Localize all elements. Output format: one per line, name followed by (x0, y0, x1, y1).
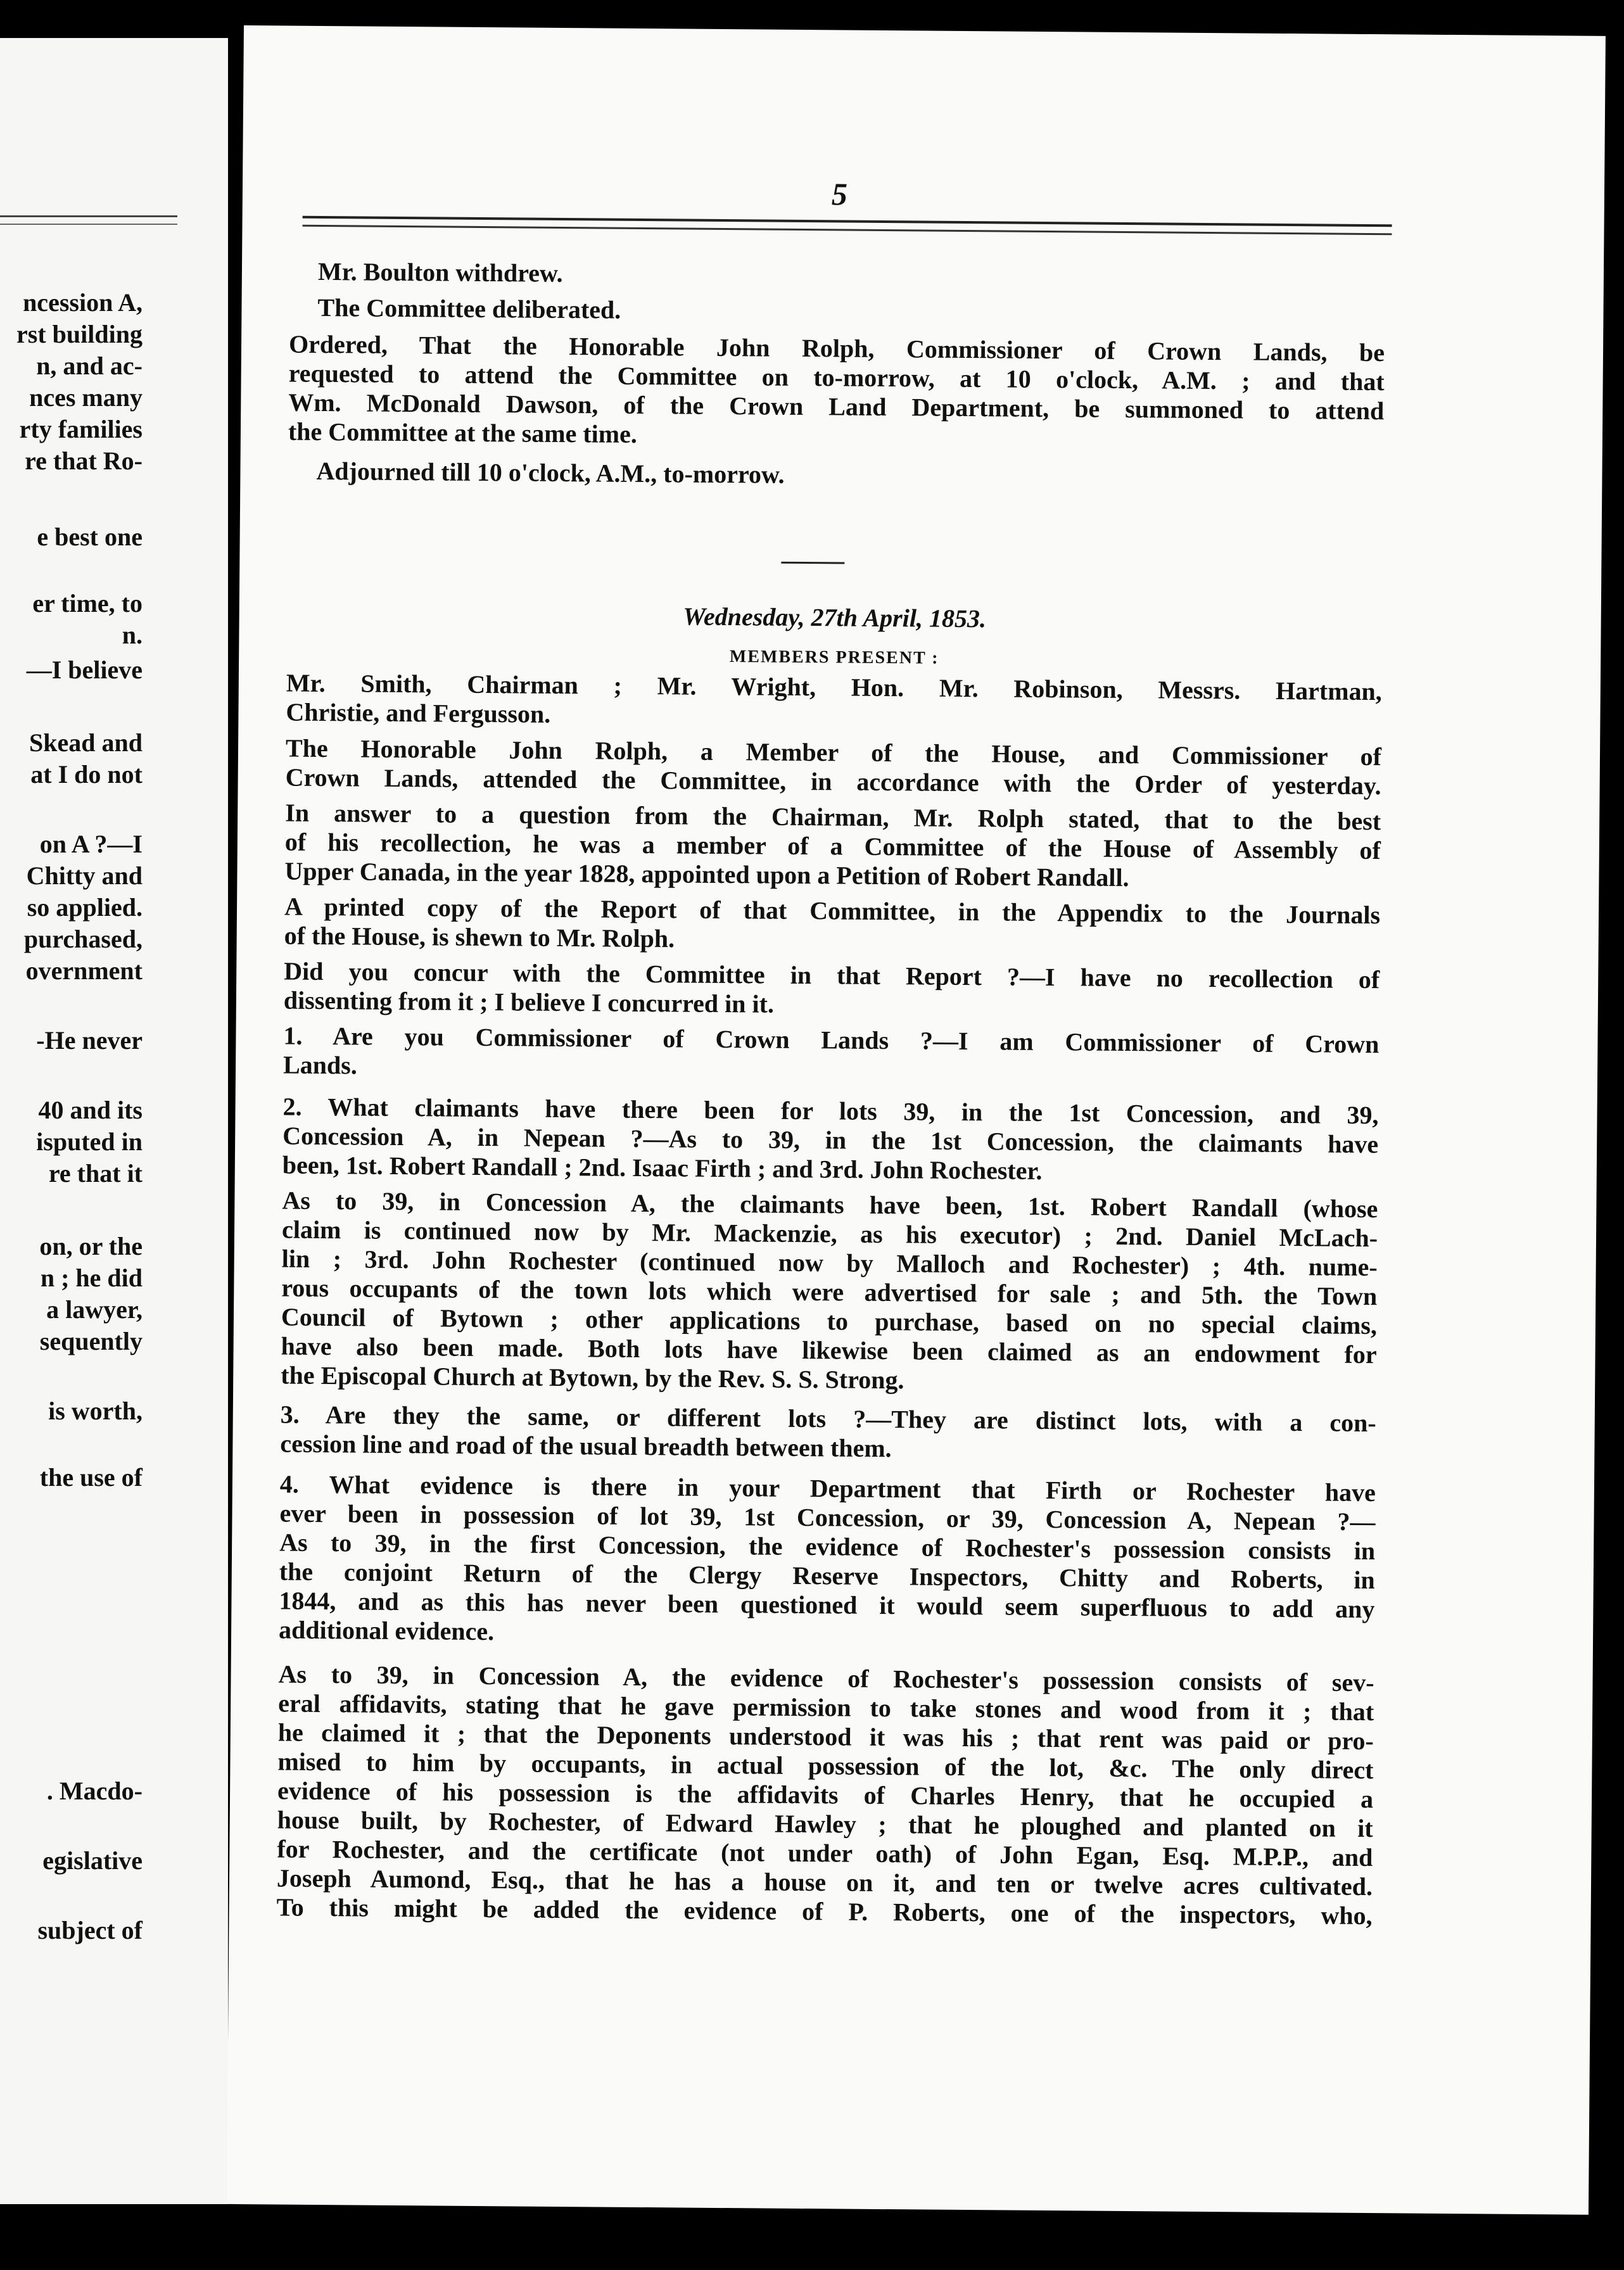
body-line: ever been in possession of lot 39, 1st Concession, or 39, Concession A, Nepean ?— (279, 1499, 1376, 1537)
page-number: 5 (831, 176, 848, 212)
left-line: 40 and its (38, 1096, 143, 1124)
left-line: is worth, (48, 1397, 143, 1425)
left-line: sequently (39, 1327, 143, 1355)
header-rule (303, 216, 1392, 236)
body-line: additional evidence. (278, 1615, 495, 1646)
left-line: on A ?—I (39, 830, 143, 858)
left-line: at I do not (30, 760, 143, 789)
body-line: Mr. Smith, Chairman ; Mr. Wright, Hon. Mr. Robinson, Messrs. Hartman, (286, 668, 1382, 706)
paragraph-line: Mr. Boulton withdrew. (317, 257, 563, 288)
members-heading: MEMBERS PRESENT : (729, 647, 939, 668)
right-page (227, 25, 1606, 2215)
left-line: re that Ro- (25, 447, 143, 475)
body-line: Crown Lands, attended the Committee, in accordance with the Order of yesterday. (285, 763, 1381, 801)
left-line: a lawyer, (46, 1295, 143, 1324)
body-line: he claimed it ; that the Deponents understood it was his ; that rent was paid or pro- (277, 1718, 1374, 1756)
body-line: 4. What evidence is there in your Department that Firth or Rochester have (279, 1469, 1376, 1507)
paragraph-line: requested to attend the Committee on to-morrow, at 10 o'clock, A.M. ; and that (288, 358, 1385, 396)
body-line: 1. Are you Commissioner of Crown Lands ?—I am Commissioner of Crown (283, 1021, 1380, 1059)
left-page-rule (0, 215, 177, 225)
date-heading: Wednesday, 27th April, 1853. (683, 602, 987, 633)
body-line: As to 39, in Concession A, the claimants have been, 1st. Robert Randall (whose (282, 1186, 1378, 1224)
left-line: Chitty and (26, 861, 143, 890)
body-line: the conjoint Return of the Clergy Reserve Inspectors, Chitty and Roberts, in (279, 1557, 1375, 1595)
left-line: the use of (39, 1463, 143, 1492)
body-line: Lands. (282, 1050, 358, 1080)
paragraph-line: the Committee at the same time. (288, 417, 638, 448)
body-line: of the House, is shewn to Mr. Rolph. (284, 921, 675, 953)
body-line: cession line and road of the usual breadth between them. (280, 1429, 892, 1463)
body-line: Christie, and Fergusson. (286, 697, 551, 728)
left-line: -He never (36, 1026, 143, 1055)
body-line: eral affidavits, stating that he gave permission to take stones and wood from it ; that (278, 1689, 1374, 1727)
section-divider (781, 562, 844, 564)
body-line: Joseph Aumond, Esq., that he has a house on it, and ten or twelve acres cultivated. (276, 1863, 1373, 1901)
left-line: re that it (48, 1159, 143, 1188)
left-line: n ; he did (40, 1264, 143, 1292)
body-line: Concession A, in Nepean ?—As to 39, in the 1st Concession, the claimants have (282, 1121, 1379, 1159)
left-line: er time, to (32, 589, 143, 618)
body-line: To this might be added the evidence of P. Roberts, one of the inspectors, who, (276, 1893, 1373, 1931)
paragraph-line: Wm. McDonald Dawson, of the Crown Land Department, be summoned to attend (288, 388, 1385, 426)
body-line: 2. What claimants have there been for lots 39, in the 1st Concession, and 39, (282, 1092, 1379, 1130)
left-line: . Macdo- (46, 1777, 143, 1805)
body-line: been, 1st. Robert Randall ; 2nd. Isaac Firth ; and 3rd. John Rochester. (282, 1150, 1043, 1185)
paragraph-line: The Committee deliberated. (317, 293, 621, 324)
paragraph-line: Adjourned till 10 o'clock, A.M., to-morrow. (316, 456, 785, 489)
body-line: Did you concur with the Committee in that Report ?—I have no recollection of (284, 956, 1380, 994)
left-line: e best one (37, 523, 143, 551)
body-line: dissenting from it ; I believe I concurred in it. (283, 986, 775, 1018)
left-line: nces many (29, 383, 143, 412)
left-line: overnment (25, 956, 143, 985)
left-line: so applied. (27, 893, 143, 922)
body-line: As to 39, in the first Concession, the evidence of Rochester's possession consists in (279, 1528, 1376, 1566)
body-line: A printed copy of the Report of that Committee, in the Appendix to the Journals (284, 892, 1381, 930)
left-line: purchased, (23, 925, 143, 953)
body-line: mised to him by occupants, in actual possession of the lot, &c. The only direct (277, 1747, 1374, 1785)
left-line: on, or the (39, 1232, 143, 1260)
left-line: rst building (16, 320, 143, 348)
body-line: lin ; 3rd. John Rochester (continued now by Malloch and Rochester) ; 4th. nume- (281, 1244, 1378, 1282)
body-line: of his recollection, he was a member of a Committee of the House of Assembly of (284, 827, 1381, 865)
left-line: egislative (42, 1846, 143, 1875)
left-line: ncession A, (23, 288, 143, 317)
body-line: Council of Bytown ; other applications to purchase, based on no special claims, (281, 1302, 1378, 1340)
left-line: rty families (19, 415, 143, 443)
body-line: As to 39, in Concession A, the evidence of Rochester's possession consists of sev- (278, 1659, 1374, 1697)
left-line: Skead and (29, 728, 143, 757)
left-line: —I believe (26, 656, 143, 684)
body-line: house built, by Rochester, of Edward Hawley ; that he ploughed and planted on it (277, 1805, 1373, 1843)
paragraph-line: Ordered, That the Honorable John Rolph, Commissioner of Crown Lands, be (288, 329, 1385, 367)
body-line: the Episcopal Church at Bytown, by the Rev. S. S. Strong. (281, 1360, 904, 1395)
body-line: for Rochester, and the certificate (not under oath) of John Egan, Esq. M.P.P., and (277, 1834, 1373, 1872)
left-line: isputed in (36, 1127, 143, 1156)
left-page-fragment (0, 38, 228, 2204)
body-line: claim is continued now by Mr. Mackenzie, as his executor) ; 2nd. Daniel McLach- (281, 1215, 1378, 1253)
left-line: n. (122, 621, 143, 649)
left-line: subject of (37, 1916, 143, 1944)
body-line: 3. Are they the same, or different lots ?—They are distinct lots, with a con- (280, 1400, 1376, 1438)
body-line: In answer to a question from the Chairman, Mr. Rolph stated, that to the best (285, 798, 1381, 836)
body-line: evidence of his possession is the affidavits of Charles Henry, that he occupied a (277, 1776, 1374, 1814)
left-line: n, and ac- (36, 352, 143, 380)
body-line: 1844, and as this has never been questioned it would seem superfluous to add any (279, 1586, 1375, 1624)
body-line: Upper Canada, in the year 1828, appointed upon a Petition of Robert Randall. (284, 856, 1129, 892)
body-line: rous occupants of the town lots which were advertised for sale ; and 5th. the Town (281, 1273, 1378, 1311)
body-line: The Honorable John Rolph, a Member of the House, and Commissioner of (285, 733, 1382, 771)
body-line: have also been made. Both lots have likewise been claimed as an endowment for (281, 1331, 1377, 1369)
